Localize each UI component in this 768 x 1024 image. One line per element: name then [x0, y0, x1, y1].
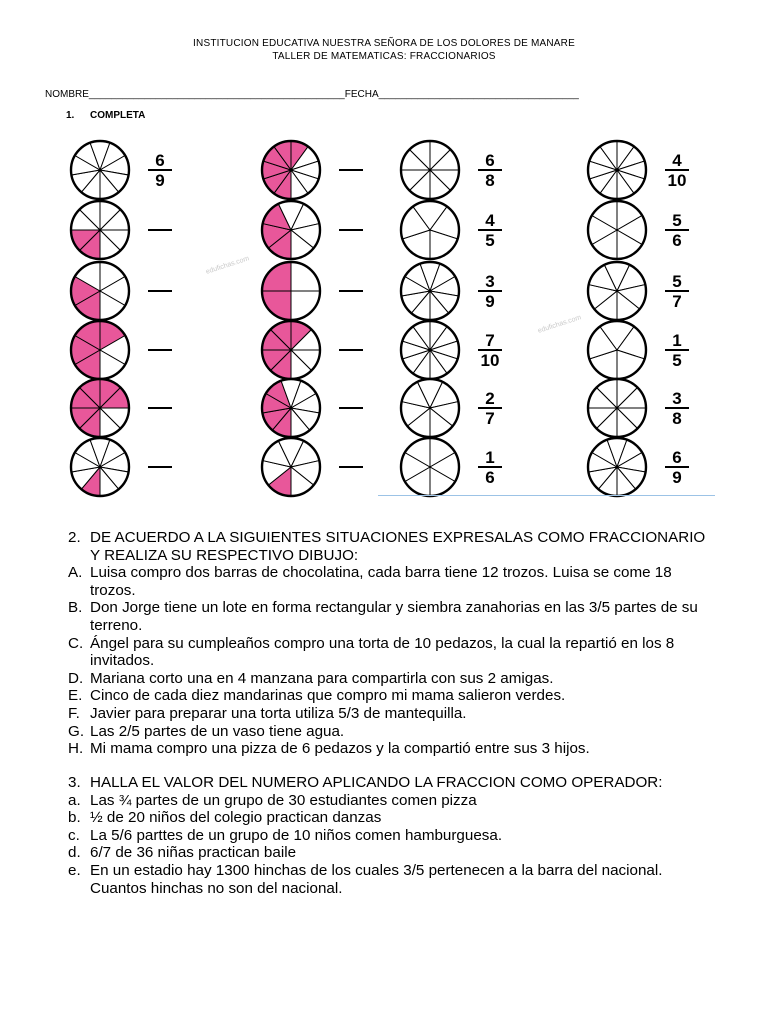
section3-item-label: 3. [68, 774, 81, 791]
fraction-circle [588, 201, 646, 259]
fraction-circle [401, 321, 459, 379]
section3-item-label: a. [68, 791, 81, 809]
school-title: INSTITUCION EDUCATIVA NUESTRA SEÑORA DE LOS DOLORES DE MANARE [193, 38, 575, 49]
fraction-circle [401, 201, 459, 259]
fraction-circle [588, 379, 646, 437]
fraction-numerator: 4 [672, 151, 682, 170]
section3-item-text: Las ¾ partes de un grupo de 30 estudiantes comen pizza [90, 791, 477, 809]
fraction-numerator: 5 [672, 272, 682, 291]
section2-item-text: Mariana corto una en 4 manzana para compartirla con sus 2 amigas. [90, 669, 554, 687]
section2-item-text: Luisa compro dos barras de chocolatina, cada barra tiene 12 trozos. Luisa se come 18 trozos. [90, 564, 672, 599]
section2-item-label: A. [68, 564, 83, 582]
separator-rule [378, 495, 715, 496]
fraction-numerator: 6 [155, 151, 165, 170]
fraction-denominator: 8 [672, 409, 682, 428]
worksheet-title: TALLER DE MATEMATICAS: FRACCIONARIOS [272, 51, 496, 62]
section2-item-text: Javier para preparar una torta utiliza 5/3 de mantequilla. [90, 704, 467, 722]
fraction-denominator: 10 [667, 171, 687, 190]
section3-item [68, 827, 718, 845]
section2-item-label: D. [68, 669, 84, 687]
section-3 [68, 774, 718, 897]
fraction-numerator: 3 [485, 272, 495, 291]
fraction-circle [71, 321, 129, 379]
fraction-denominator: 6 [485, 468, 495, 487]
section3-item [68, 774, 718, 792]
fraction-circle [401, 379, 459, 437]
section3-item-text: La 5/6 parttes de un grupo de 10 niños comen hamburguesa. [90, 826, 503, 844]
section2-item-label: C. [68, 634, 84, 652]
fraction-circle [71, 438, 129, 496]
fraction-circle [71, 201, 129, 259]
fraction-circle [401, 262, 459, 320]
section3-item-text: HALLA EL VALOR DEL NUMERO APLICANDO LA FRACCION COMO OPERADOR: [90, 774, 663, 791]
fraction-numerator: 6 [485, 151, 495, 170]
name-date-line: NOMBRE______________________________________________FECHA____________________________________ [45, 89, 579, 100]
section3-item [68, 844, 718, 862]
fraction-circle [401, 141, 459, 199]
section3-item-text: ½ de 20 niños del colegio practican danzas [90, 809, 382, 827]
section2-item [68, 670, 718, 688]
section2-item-text: Las 2/5 partes de un vaso tiene agua. [90, 722, 345, 740]
fraction-circle-grid [0, 0, 768, 500]
fraction-numerator: 7 [485, 331, 495, 350]
section2-item-text: Don Jorge tiene un lote en forma rectangular y siembra zanahorias en las 3/5 partes de su terreno. [90, 599, 698, 634]
fraction-circle [262, 379, 320, 437]
fraction-denominator: 9 [672, 468, 682, 487]
fraction-denominator: 5 [672, 351, 682, 370]
fraction-numerator: 3 [672, 389, 682, 408]
fraction-circle [401, 438, 459, 496]
fraction-circle [262, 141, 320, 199]
section2-item-text: Cinco de cada diez mandarinas que compro mi mama salieron verdes. [90, 687, 566, 705]
fraction-denominator: 5 [485, 231, 495, 250]
section3-item-label: d. [68, 844, 81, 862]
section2-item [68, 705, 718, 723]
fraction-denominator: 6 [672, 231, 682, 250]
fraction-circle [262, 321, 320, 379]
section3-item-text: 6/7 de 36 niñas practican baile [90, 844, 297, 862]
fraction-denominator: 9 [155, 171, 165, 190]
fraction-circle [262, 438, 320, 496]
fraction-numerator: 2 [485, 389, 495, 408]
fraction-denominator: 7 [485, 409, 495, 428]
fraction-numerator: 5 [672, 211, 682, 230]
fraction-circle [71, 262, 129, 320]
section2-item-label: 2. [68, 529, 81, 546]
fraction-circle [71, 379, 129, 437]
section2-item [68, 687, 718, 705]
section3-item [68, 792, 718, 810]
fraction-denominator: 10 [480, 351, 500, 370]
section2-item [68, 599, 718, 634]
section3-item-label: c. [68, 826, 80, 844]
fraction-circle [71, 141, 129, 199]
section3-item [68, 862, 718, 897]
section2-item-label: E. [68, 687, 83, 705]
fraction-numerator: 6 [672, 448, 682, 467]
fraction-circle [588, 321, 646, 379]
section2-item-label: F. [68, 704, 80, 722]
section2-item-text: Mi mama compro una pizza de 6 pedazos y la compartió entre sus 3 hijos. [90, 740, 590, 758]
section3-item-text: En un estadio hay 1300 hinchas de los cuales 3/5 pertenecen a la barra del nacional. Cuantos hinchas no son del nacional. [90, 861, 663, 897]
section3-item-label: e. [68, 861, 81, 879]
section2-item-label: G. [68, 722, 85, 740]
section3-item [68, 809, 718, 827]
section-2 [68, 529, 718, 758]
fraction-numerator: 1 [485, 448, 495, 467]
fraction-circle [262, 262, 320, 320]
section2-item-text: DE ACUERDO A LA SIGUIENTES SITUACIONES EXPRESALAS COMO FRACCIONARIO Y REALIZA SU RESPECTIVO DIBUJO: [90, 529, 706, 564]
fraction-denominator: 8 [485, 171, 495, 190]
section2-item [68, 740, 718, 758]
fraction-denominator: 9 [485, 292, 495, 311]
fraction-circle [588, 438, 646, 496]
section2-item-label: B. [68, 599, 83, 617]
section-1-title: COMPLETA [90, 110, 146, 121]
fraction-circle [262, 201, 320, 259]
watermark-1: edufichas.com [205, 255, 251, 276]
fraction-numerator: 1 [672, 331, 682, 350]
fraction-circle [588, 141, 646, 199]
section2-item-label: H. [68, 740, 84, 758]
section2-item-text: Ángel para su cumpleaños compro una torta de 10 pedazos, la cual la repartió en los 8 invitados. [90, 634, 675, 670]
section3-item-label: b. [68, 809, 81, 827]
section2-item [68, 723, 718, 741]
section-1-number: 1. [66, 110, 75, 121]
fraction-numerator: 4 [485, 211, 495, 230]
section2-item [68, 635, 718, 670]
section2-item [68, 564, 718, 599]
watermark-2: edufichas.com [537, 314, 583, 335]
fraction-circle [588, 262, 646, 320]
section2-item [68, 529, 718, 564]
fraction-denominator: 7 [672, 292, 682, 311]
